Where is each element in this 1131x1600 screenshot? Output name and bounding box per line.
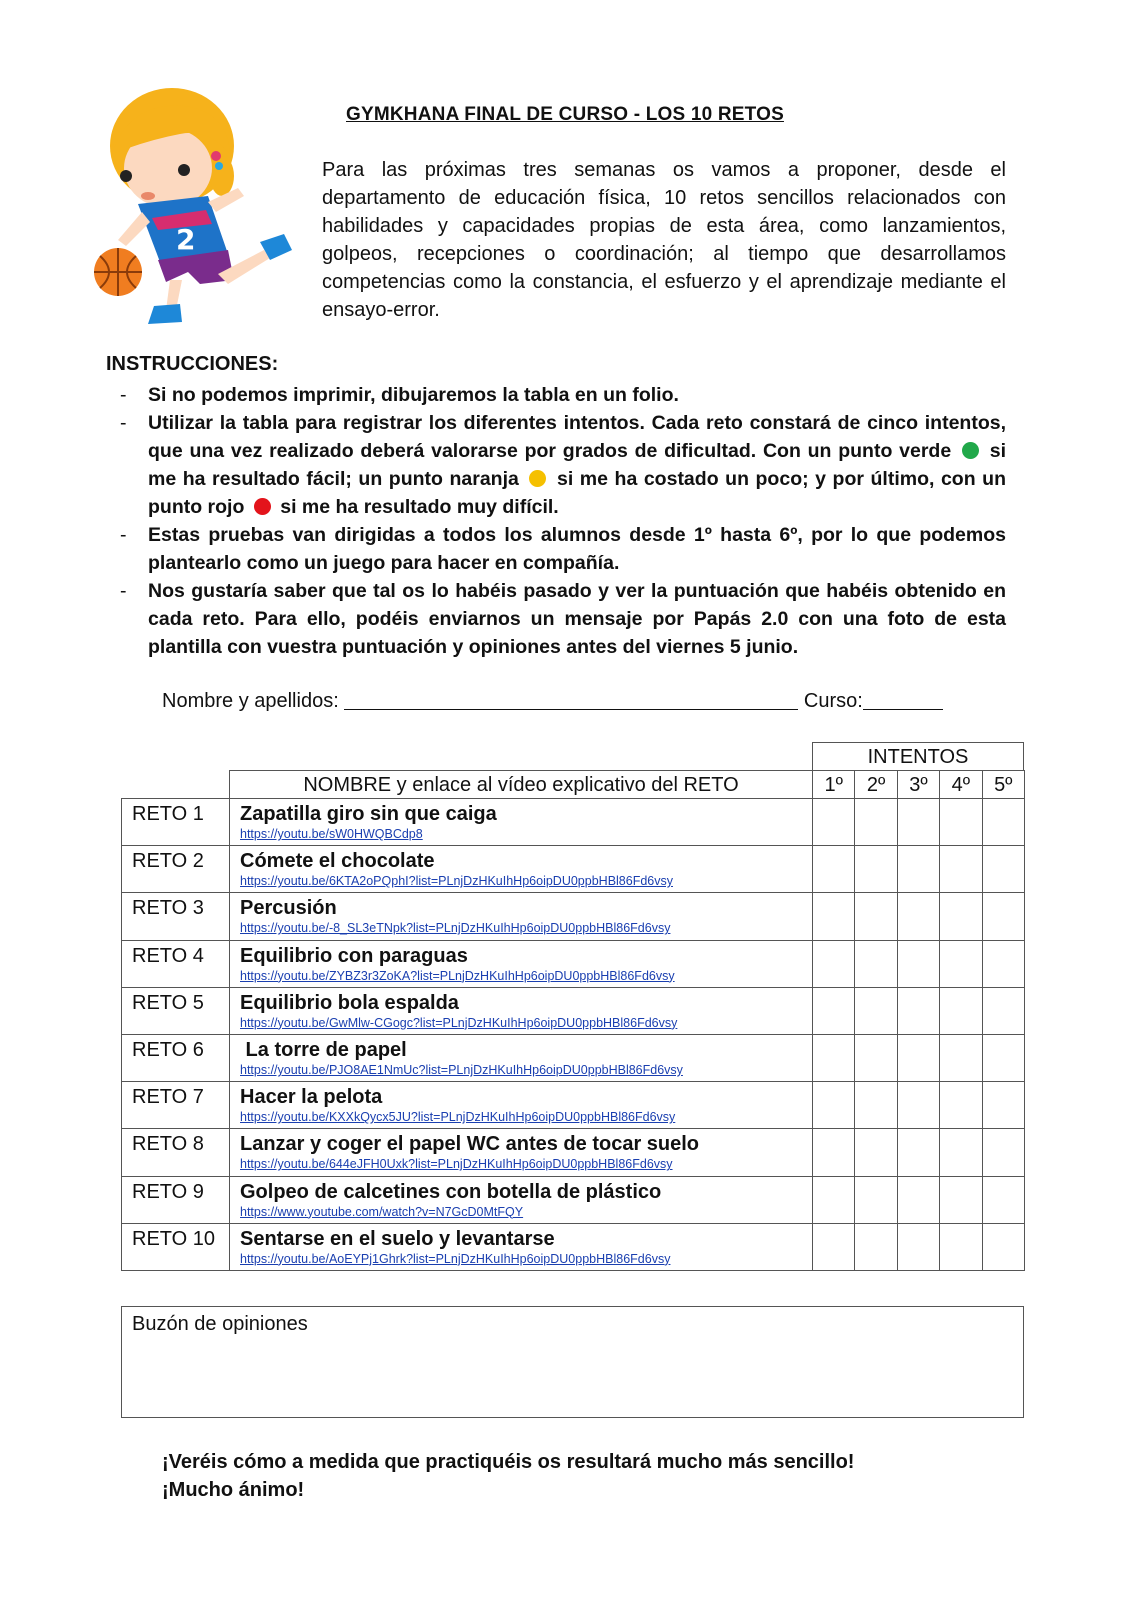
attempt-cell[interactable]	[982, 798, 1025, 846]
reto-name-cell	[229, 845, 813, 893]
attempt-cell[interactable]	[854, 1034, 897, 1082]
reto-name: Golpeo de calcetines con botella de plástico	[240, 1180, 662, 1203]
reto-name-cell	[229, 940, 813, 988]
attempt-cell[interactable]	[939, 940, 982, 988]
reto-label: RETO 1	[121, 798, 230, 846]
reto-label: RETO 3	[121, 892, 230, 940]
opinions-box[interactable]	[121, 1306, 1024, 1418]
attempt-cell[interactable]	[982, 940, 1025, 988]
attempt-cell[interactable]	[854, 1128, 897, 1176]
reto-name-cell	[229, 1034, 813, 1082]
reto-name-cell	[229, 1128, 813, 1176]
attempt-cell[interactable]	[897, 1081, 940, 1129]
name-label: Nombre y apellidos:	[162, 690, 339, 712]
instruction-text: si me ha resultado muy difícil.	[280, 496, 559, 518]
attempt-cell[interactable]	[939, 845, 982, 893]
course-label: Curso:	[803, 690, 863, 712]
name-blank-field[interactable]	[344, 709, 798, 710]
attempt-cell[interactable]	[939, 798, 982, 846]
reto-name: Percusión	[240, 897, 337, 920]
reto-name: Sentarse en el suelo y levantarse	[240, 1227, 555, 1250]
instructions-heading: INSTRUCCIONES:	[106, 353, 279, 375]
student-info-line	[162, 690, 943, 713]
reto-name-cell	[229, 1176, 813, 1224]
jersey-number: 2	[176, 223, 196, 256]
attempt-cell[interactable]	[812, 892, 855, 940]
green-dot-icon	[962, 442, 979, 459]
attempt-cell[interactable]	[812, 940, 855, 988]
name-column-header: NOMBRE y enlace al vídeo explicativo del RETO	[229, 770, 813, 799]
attempt-cell[interactable]	[897, 987, 940, 1035]
reto-label: RETO 2	[121, 845, 230, 893]
reto-video-link[interactable]: https://youtu.be/KXXkQycx5JU?list=PLnjDzHKuIhHp6oipDU0ppbHBl86Fd6vsy	[240, 1110, 676, 1125]
attempt-cell[interactable]	[939, 1223, 982, 1271]
opinions-label: Buzón de opiniones	[132, 1313, 308, 1335]
reto-label: RETO 6	[121, 1034, 230, 1082]
attempt-cell[interactable]	[982, 1176, 1025, 1224]
attempt-cell[interactable]	[854, 1081, 897, 1129]
attempt-cell[interactable]	[982, 1081, 1025, 1129]
attempt-cell[interactable]	[939, 1128, 982, 1176]
orange-dot-icon	[529, 470, 546, 487]
attempt-cell[interactable]	[939, 892, 982, 940]
attempt-cell[interactable]	[897, 798, 940, 846]
instruction-item	[120, 577, 1006, 661]
reto-label: RETO 8	[121, 1128, 230, 1176]
closing-line: ¡Veréis cómo a medida que practiquéis os resultará mucho más sencillo!	[162, 1451, 855, 1473]
reto-name-cell	[229, 1081, 813, 1129]
attempt-cell[interactable]	[982, 987, 1025, 1035]
attempt-cell[interactable]	[854, 892, 897, 940]
reto-name-cell	[229, 987, 813, 1035]
attempt-cell[interactable]	[939, 987, 982, 1035]
reto-video-link[interactable]: https://youtu.be/sW0HWQBCdp8	[240, 827, 423, 841]
attempt-cell[interactable]	[812, 845, 855, 893]
reto-label: RETO 5	[121, 987, 230, 1035]
attempt-cell[interactable]	[897, 1128, 940, 1176]
attempt-header-2: 2º	[854, 770, 897, 799]
instruction-item	[120, 381, 1006, 409]
instructions-list	[120, 381, 1006, 661]
attempt-cell[interactable]	[854, 798, 897, 846]
closing-message	[162, 1448, 854, 1504]
list-dash: -	[120, 524, 127, 546]
reto-label: RETO 4	[121, 940, 230, 988]
reto-name: La torre de papel	[240, 1039, 407, 1061]
reto-video-link[interactable]: https://youtu.be/GwMlw-CGogc?list=PLnjDzHKuIhHp6oipDU0ppbHBl86Fd6vsy	[240, 1015, 678, 1030]
attempt-cell[interactable]	[854, 1176, 897, 1224]
attempt-cell[interactable]	[897, 1223, 940, 1271]
attempt-cell[interactable]	[982, 892, 1025, 940]
reto-name: Equilibrio bola espalda	[240, 991, 459, 1014]
attempt-cell[interactable]	[854, 940, 897, 988]
attempt-cell[interactable]	[982, 1034, 1025, 1082]
reto-label: RETO 7	[121, 1081, 230, 1129]
attempt-cell[interactable]	[854, 845, 897, 893]
instruction-text: si me ha resultado fácil; un punto naranja	[148, 440, 1006, 490]
course-blank-field[interactable]	[863, 709, 943, 710]
red-dot-icon	[254, 498, 271, 515]
attempt-cell[interactable]	[812, 1034, 855, 1082]
attempt-cell[interactable]	[982, 845, 1025, 893]
attempt-cell[interactable]	[812, 1223, 855, 1271]
attempt-header-5: 5º	[982, 770, 1025, 799]
list-dash: -	[120, 384, 127, 406]
instruction-text: Estas pruebas van dirigidas a todos los alumnos desde 1º hasta 6º, por lo que podemos plantearlo como un juego para hacer en compañía.	[148, 524, 1006, 574]
attempt-cell[interactable]	[897, 1034, 940, 1082]
reto-name: Lanzar y coger el papel WC antes de tocar suelo	[240, 1133, 700, 1156]
reto-name: Equilibrio con paraguas	[240, 944, 468, 967]
attempt-header-4: 4º	[939, 770, 982, 799]
attempt-cell[interactable]	[897, 1176, 940, 1224]
attempt-cell[interactable]	[897, 940, 940, 988]
reto-video-link[interactable]: https://www.youtube.com/watch?v=N7GcD0MtFQY	[240, 1204, 524, 1219]
attempt-cell[interactable]	[939, 1034, 982, 1082]
instruction-item	[120, 521, 1006, 577]
instruction-text: Nos gustaría saber que tal os lo habéis pasado y ver la puntuación que habéis obtenido en cada reto. Para ello, podéis enviarnos un mensaje por Papás 2.0 con una foto de esta plantilla con vuestra puntuación y opiniones antes del viernes 5 junio.	[148, 580, 1006, 658]
attempt-header-1: 1º	[812, 770, 855, 799]
reto-label: RETO 9	[121, 1176, 230, 1224]
document-title: GYMKHANA FINAL DE CURSO - LOS 10 RETOS	[346, 104, 784, 125]
closing-line: ¡Mucho ánimo!	[162, 1479, 305, 1501]
attempt-cell[interactable]	[812, 987, 855, 1035]
girl-basketball-player-icon	[88, 84, 300, 328]
reto-name-cell	[229, 892, 813, 940]
reto-video-link[interactable]: https://youtu.be/-8_SL3eTNpk?list=PLnjDzHKuIhHp6oipDU0ppbHBl86Fd6vsy	[240, 921, 671, 936]
attempt-cell[interactable]	[854, 987, 897, 1035]
reto-video-link[interactable]: https://youtu.be/ZYBZ3r3ZoKA?list=PLnjDzHKuIhHp6oipDU0ppbHBl86Fd6vsy	[240, 968, 675, 983]
attempt-cell[interactable]	[812, 1128, 855, 1176]
attempt-cell[interactable]	[982, 1128, 1025, 1176]
instruction-item	[120, 409, 1006, 521]
attempt-cell[interactable]	[812, 1176, 855, 1224]
attempt-cell[interactable]	[812, 1081, 855, 1129]
attempt-cell[interactable]	[897, 892, 940, 940]
intro-paragraph: Para las próximas tres semanas os vamos a proponer, desde el departamento de educación física, 10 retos sencillos relacionados con habilidades y capacidades propias de esta área, como lanzamientos, golpeos, recepciones o coordinación; al tiempo que desarrollamos competencias como la constancia, el esfuerzo y el aprendizaje mediante el ensayo-error.	[322, 159, 1006, 321]
attempt-cell[interactable]	[812, 798, 855, 846]
attempt-cell[interactable]	[982, 1223, 1025, 1271]
reto-name: Zapatilla giro sin que caiga	[240, 803, 497, 825]
instruction-text: si me ha costado un poco; y por último, con un punto rojo	[148, 468, 1007, 518]
attempt-header-3: 3º	[897, 770, 940, 799]
reto-name: Hacer la pelota	[240, 1086, 383, 1109]
reto-name-cell	[229, 798, 813, 846]
list-dash: -	[120, 580, 127, 602]
reto-video-link[interactable]: https://youtu.be/6KTA2oPQphI?list=PLnjDzHKuIhHp6oipDU0ppbHBl86Fd6vsy	[240, 874, 673, 889]
attempt-cell[interactable]	[939, 1081, 982, 1129]
reto-name: Cómete el chocolate	[240, 850, 435, 873]
reto-name-cell	[229, 1223, 813, 1271]
reto-video-link[interactable]: https://youtu.be/AoEYPj1Ghrk?list=PLnjDzHKuIhHp6oipDU0ppbHBl86Fd6vsy	[240, 1251, 671, 1266]
attempt-cell[interactable]	[854, 1223, 897, 1271]
intentos-header: INTENTOS	[812, 742, 1024, 771]
attempt-cell[interactable]	[897, 845, 940, 893]
instruction-text: Si no podemos imprimir, dibujaremos la tabla en un folio.	[148, 384, 679, 406]
reto-video-link[interactable]: https://youtu.be/PJO8AE1NmUc?list=PLnjDzHKuIhHp6oipDU0ppbHBl86Fd6vsy	[240, 1063, 683, 1077]
list-dash: -	[120, 412, 127, 434]
reto-video-link[interactable]: https://youtu.be/644eJFH0Uxk?list=PLnjDzHKuIhHp6oipDU0ppbHBl86Fd6vsy	[240, 1157, 673, 1172]
reto-label: RETO 10	[121, 1223, 230, 1271]
attempt-cell[interactable]	[939, 1176, 982, 1224]
instruction-text: Utilizar la tabla para registrar los diferentes intentos. Cada reto constará de cinco intentos, que una vez realizado deberá valorarse por grados de dificultad. Con un punto verde	[148, 412, 1006, 462]
